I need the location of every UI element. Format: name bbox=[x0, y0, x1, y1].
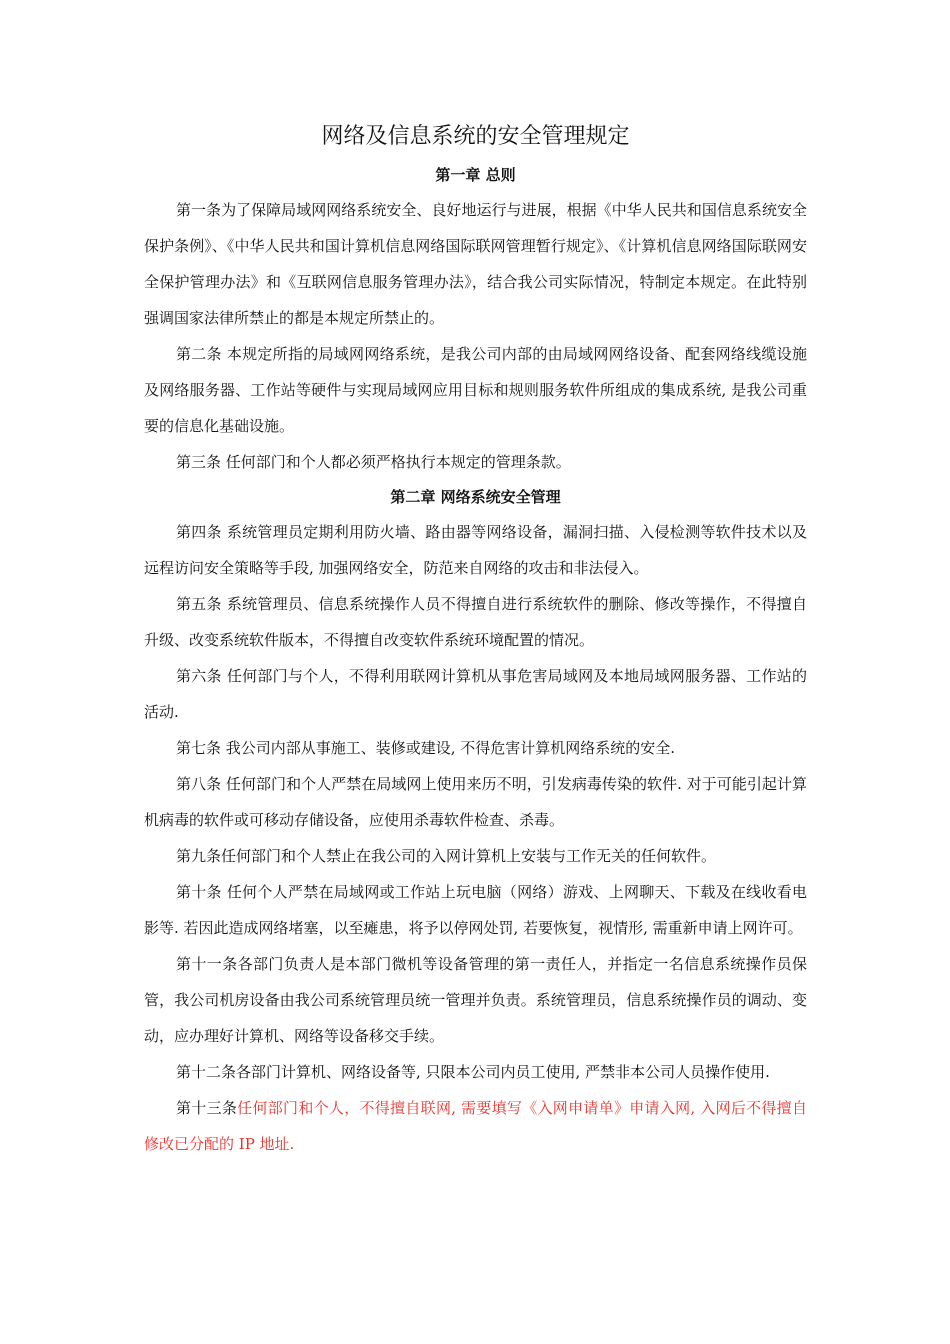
article-8: 第八条 任何部门和个人严禁在局域网上使用来历不明，引发病毒传染的软件. 对于可能引起计算机病毒的软件或可移动存储设备，应使用杀毒软件检查、杀毒。 bbox=[144, 775, 807, 829]
article-5: 第五条 系统管理员、信息系统操作人员不得擅自进行系统软件的删除、修改等操作，不得擅自升级、改变系统软件版本，不得擅自改变软件系统环境配置的情况。 bbox=[144, 595, 807, 649]
article-4: 第四条 系统管理员定期利用防火墙、路由器等网络设备，漏洞扫描、入侵检测等软件技术以及远程访问安全策略等手段, 加强网络安全，防范来自网络的攻击和非法侵入。 bbox=[144, 523, 807, 577]
article-12: 第十二条各部门计算机、网络设备等, 只限本公司内员工使用, 严禁非本公司人员操作使用. bbox=[176, 1063, 770, 1081]
document-title: 网络及信息系统的安全管理规定 bbox=[321, 124, 630, 149]
article-7: 第七条 我公司内部从事施工、装修或建设, 不得危害计算机网络系统的安全. bbox=[176, 739, 676, 757]
article-1: 第一条为了保障局域网网络系统安全、良好地运行与进展，根据《中华人民共和国信息系统安全保护条例》、《中华人民共和国计算机信息网络国际联网管理暂行规定》、《计算机信息网络国际联网安全保护管理办法》和《互联网信息服务管理办法》，结合我公司实际情况，特制定本规定。在此特别强调国家法律所禁止的都是本规定所禁止的。 bbox=[144, 201, 807, 327]
article-13-highlighted-text: 任何部门和个人，不得擅自联网, 需要填写《入网申请单》申请入网, 入网后不得擅自修改已分配的 IP 地址. bbox=[144, 1099, 807, 1153]
chapter-1-heading: 第一章 总则 bbox=[435, 166, 516, 184]
article-10: 第十条 任何个人严禁在局域网或工作站上玩电脑（网络）游戏、上网聊天、下载及在线收看电影等. 若因此造成网络堵塞，以至瘫患，将予以停网处罚, 若要恢复，视情形, 需重新申请上网许可。 bbox=[144, 883, 807, 937]
article-11: 第十一条各部门负责人是本部门微机等设备管理的第一责任人，并指定一名信息系统操作员保管，我公司机房设备由我公司系统管理员统一管理并负责。系统管理员，信息系统操作员的调动、变动，应办理好计算机、网络等设备移交手续。 bbox=[144, 955, 807, 1045]
document-body bbox=[144, 118, 807, 1162]
article-13 bbox=[144, 1090, 807, 1162]
article-3: 第三条 任何部门和个人都必须严格执行本规定的管理条款。 bbox=[176, 453, 571, 471]
article-13-label: 第十三条 bbox=[176, 1099, 238, 1117]
article-9: 第九条任何部门和个人禁止在我公司的入网计算机上安装与工作无关的任何软件。 bbox=[176, 847, 717, 865]
article-6: 第六条 任何部门与个人，不得利用联网计算机从事危害局域网及本地局域网服务器、工作站的活动. bbox=[144, 667, 807, 721]
article-2: 第二条 本规定所指的局域网网络系统，是我公司内部的由局域网网络设备、配套网络线缆设施及网络服务器、工作站等硬件与实现局域网应用目标和规则服务软件所组成的集成系统, 是我公司重要的信息化基础设施。 bbox=[144, 345, 807, 435]
chapter-2-heading: 第二章 网络系统安全管理 bbox=[390, 488, 561, 506]
